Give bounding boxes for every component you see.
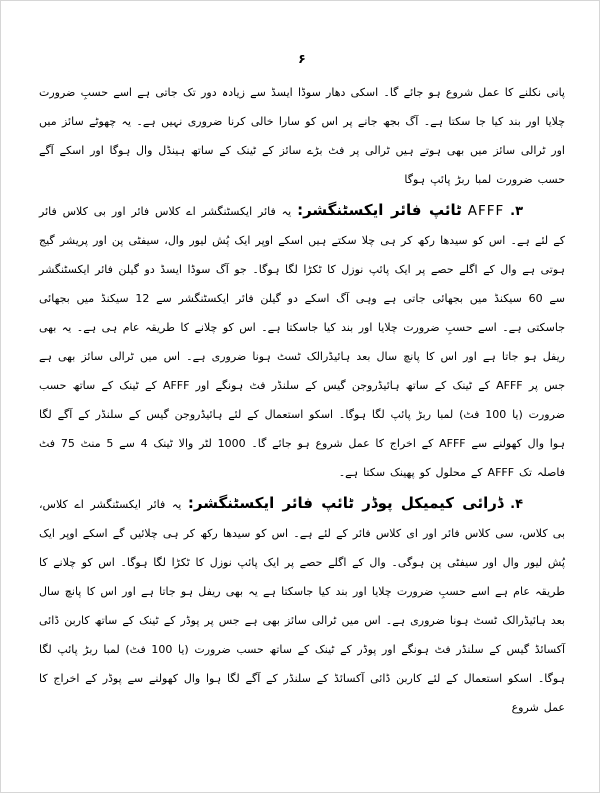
page-number: ۶ <box>298 51 306 66</box>
section-4-paragraph <box>39 489 565 722</box>
intro-paragraph: پانی نکلنے کا عمل شروع ہو جائے گا۔ اسکی دھار سوڈا ایسڈ سے زیادہ دور تک جاتی ہے اسے حسبِ ضرورت چلایا اور بند کیا جا سکتا ہے۔ آگ بجھ جانے پر اس کو سارا خالی کرنا ضروری نہیں ہے۔ یہ چھوٹے سائز میں اور ٹرالی سائز میں بھی ہوتے ہیں ٹرالی پر فٹ بڑے سائز کے ٹینک کے ساتھ ہینڈل وال ہوگا اور اسکے آگے حسب ضرورت لمبا ربڑ پائپ ہوگا <box>39 86 565 186</box>
section-3-body: یہ فائر ایکسٹنگشر اے کلاس فائر اور بی کلاس فائر کے لئے ہے۔ اس کو سیدھا رکھ کر ہی چلا سکتے ہیں اسکے اوپر ایک پُش لیور وال، سیفٹی پن اور پریشر گیج ہوتی ہے وال کے اگلے حصے پر ایک پائپ نوزل کا ٹکڑا لگا ہوگا۔ جو آگ سوڈا ایسڈ دو گیلن فائر ایکسٹنگشر سے 60 سیکنڈ میں بجھائی جاتی ہے وہی آگ اسکے دو گیلن فائر ایکسٹنگشر سے 12 سیکنڈ میں بجھائی جاسکتی ہے۔ اسے حسبِ ضرورت چلایا اور بند کیا جاسکتا ہے۔ اس کو چلانے کا طریقہ عام ہی ہے۔ یہ بھی ریفل ہو جاتا ہے اور اس کا پانچ سال بعد ہائیڈرالک ٹسٹ ہونا ضروری ہے۔ اس میں ٹرالی سائز بھی ہے جس پر AFFF کے ٹینک کے ساتھ ہائیڈروجن گیس کے سلنڈر فٹ ہونگے اور AFFF کے ٹینک کے ساتھ حسب ضرورت (یا 100 فٹ) لمبا ربڑ پائپ لگا ہوگا۔ اسکو استعمال کے لئے ہائیڈروجن گیس کے سلنڈر کے آگے لگا ہوا وال کھولنے سے AFFF کے اخراج کا عمل شروع ہو جائے گا۔ 1000 لٹر والا ٹینک 4 سے 5 منٹ 75 فٹ فاصلہ تک AFFF کے محلول کو پھینک سکتا ہے۔ <box>39 205 566 479</box>
section-3-latin-label: AFFF <box>467 203 505 219</box>
section-4-colon: : <box>187 494 194 512</box>
section-3-paragraph <box>39 196 565 487</box>
section-4-number: ۴. <box>510 497 524 512</box>
section-3-colon: : <box>297 201 304 219</box>
section-3-number: ۳. <box>510 204 524 219</box>
section-4-body: یہ فائر ایکسٹنگشر اے کلاس، بی کلاس، سی کلاس فائر اور ای کلاس فائر کے لئے ہے۔ اس کو سیدھا رکھ کر ہی چلائیں گے اسکے اوپر ایک پُش لیور وال اور سیفٹی پن ہوگی۔ وال کے اگلے حصے پر ایک پائپ نوزل کا ٹکڑا لگا ہوگا۔ اس کو چلانے کا طریقہ عام ہے اسے حسبِ ضرورت چلایا اور بند کیا جاسکتا ہے یہ بھی ریفل ہو جاتا ہے اور اس کا پانچ سال بعد ہائیڈرالک ٹسٹ ہونا ضروری ہے۔ اس میں ٹرالی سائز بھی ہے جس پر پوڈر کے ٹینک کے ساتھ کاربن ڈائی آکسائڈ گیس کے سلنڈر فٹ ہونگے اور پوڈر کے ٹینک کے ساتھ حسب ضرورت (یا 100 فٹ) لمبا ربڑ پائپ لگا ہوگا۔ اسکو استعمال کے لئے کاربن ڈائی آکسائڈ کے سلنڈر کے آگے لگا ہوا وال کھولنے سے پوڈر کے اخراج کا عمل شروع <box>39 498 566 714</box>
section-4-title: ڈرائی کیمیکل پوڈر ٹائپ فائر ایکسٹنگشر <box>193 494 504 512</box>
section-3-title: ٹائپ فائر ایکسٹنگشر <box>303 201 462 219</box>
